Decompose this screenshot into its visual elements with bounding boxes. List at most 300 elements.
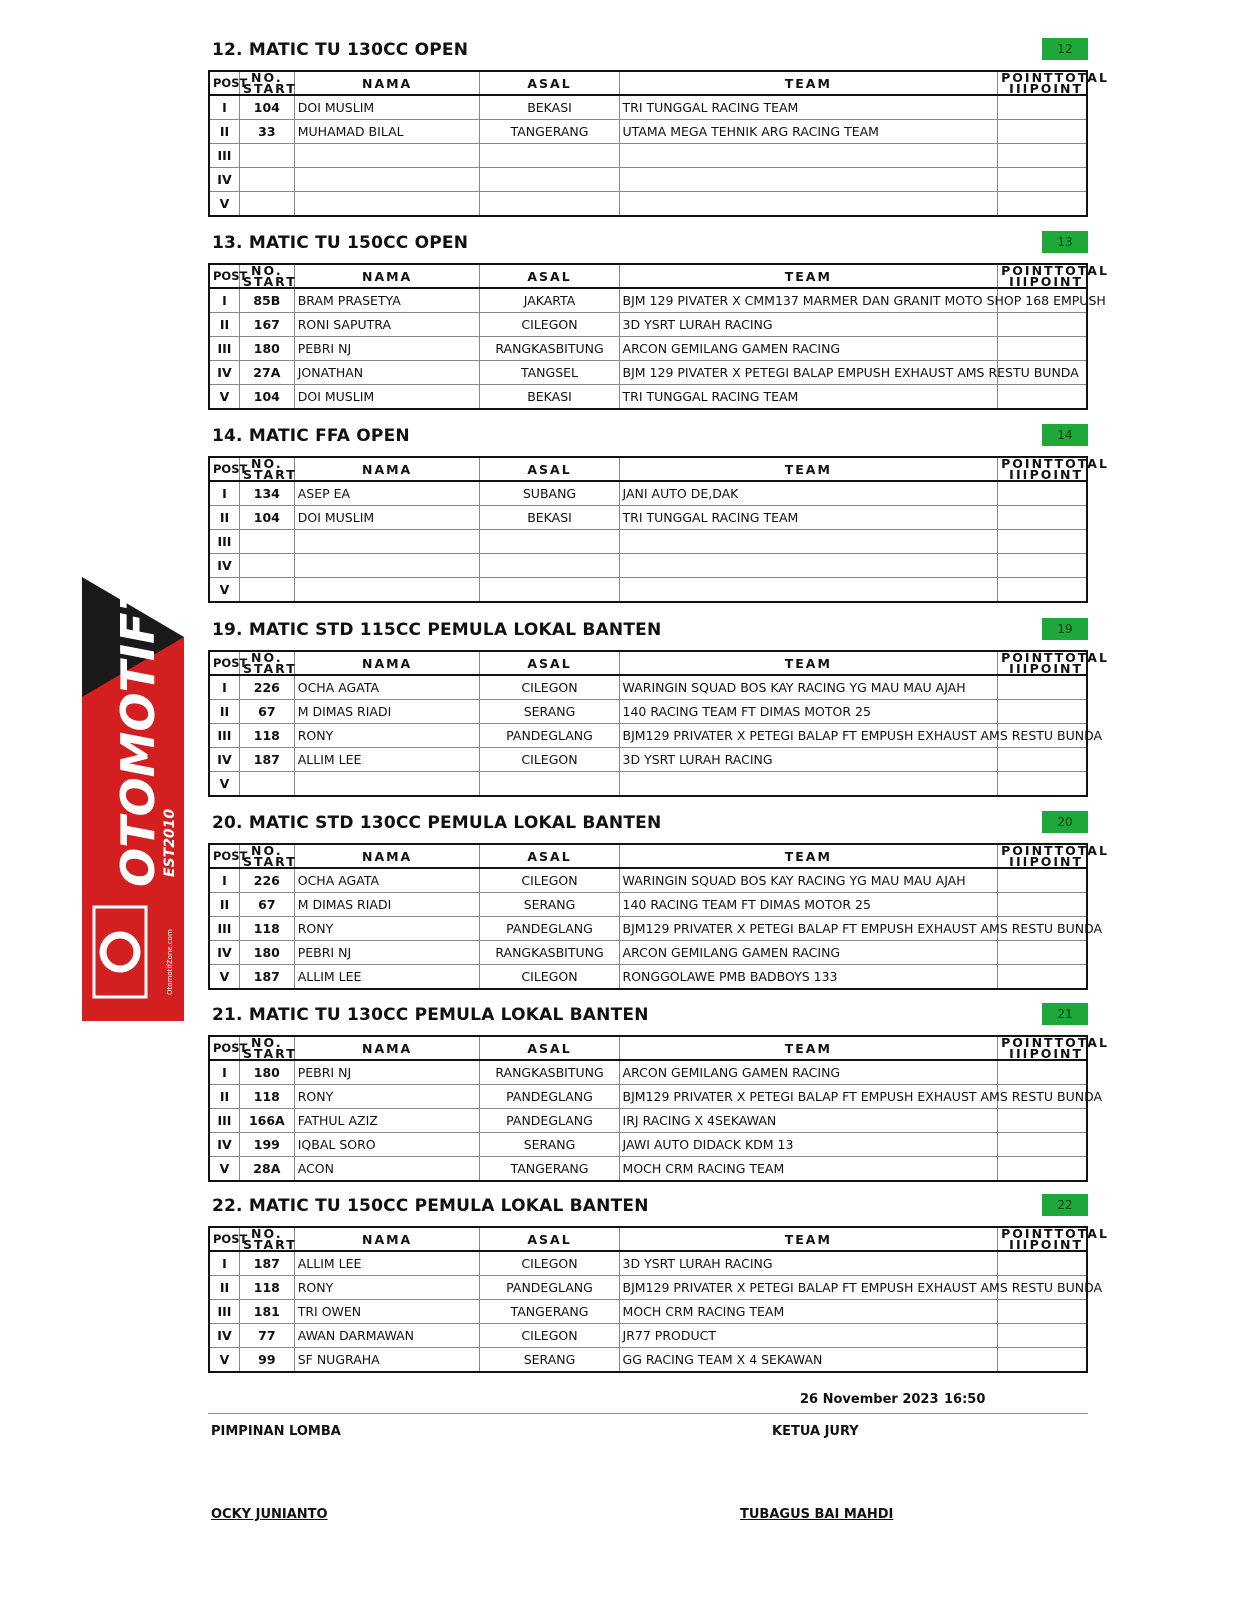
cell-point	[998, 675, 1087, 700]
col-point-top-a: POINT	[1001, 1226, 1055, 1241]
cell-team: TRI TUNGGAL RACING TEAM	[619, 506, 998, 530]
cell-pos: IV	[209, 748, 239, 772]
cell-no-start: 187	[239, 965, 294, 990]
col-point-bot-a: I	[1009, 467, 1016, 482]
cell-no-start: 77	[239, 1324, 294, 1348]
cell-team	[619, 578, 998, 603]
col-point	[998, 650, 1109, 676]
cell-no-start: 226	[239, 675, 294, 700]
table-row	[209, 1109, 1087, 1133]
table-row	[209, 772, 1087, 797]
cell-pos: III	[209, 144, 239, 168]
cell-team: IRJ RACING X 4SEKAWAN	[619, 1109, 998, 1133]
col-point-bot-b: II	[1016, 274, 1030, 289]
cell-asal: PANDEGLANG	[480, 1109, 619, 1133]
race-section	[208, 36, 1109, 217]
cell-nama	[294, 144, 480, 168]
table-row	[209, 1276, 1087, 1300]
cell-team: TRI TUNGGAL RACING TEAM	[619, 385, 998, 410]
cell-no-start: 118	[239, 917, 294, 941]
table-row	[209, 385, 1087, 410]
col-no-start	[239, 263, 297, 289]
cell-point	[998, 192, 1087, 217]
cell-pos: II	[209, 313, 239, 337]
table-row	[209, 481, 1087, 506]
col-point	[998, 1035, 1109, 1061]
results-table	[208, 843, 1109, 990]
cell-nama: DOI MUSLIM	[294, 385, 480, 410]
cell-nama: MUHAMAD BILAL	[294, 120, 480, 144]
col-no-top: NO.	[251, 843, 283, 858]
cell-asal: SERANG	[480, 1133, 619, 1157]
cell-asal: SERANG	[480, 700, 619, 724]
cell-nama: IQBAL SORO	[294, 1133, 480, 1157]
cell-nama: PEBRI NJ	[294, 941, 480, 965]
col-point-bot-b: II	[1016, 1046, 1030, 1061]
section-badge: 22	[1042, 1194, 1088, 1216]
cell-team: 3D YSRT LURAH RACING	[619, 313, 998, 337]
results-table	[208, 456, 1109, 603]
col-pos: POST	[209, 71, 239, 95]
cell-asal: SUBANG	[480, 481, 619, 506]
cell-nama	[294, 192, 480, 217]
cell-team: 140 RACING TEAM FT DIMAS MOTOR 25	[619, 700, 998, 724]
col-team: TEAM	[619, 844, 998, 868]
cell-pos: II	[209, 1085, 239, 1109]
cell-point	[998, 1157, 1087, 1182]
cell-asal: PANDEGLANG	[480, 917, 619, 941]
section-header	[208, 422, 1088, 456]
cell-point	[998, 1109, 1087, 1133]
cell-team: UTAMA MEGA TEHNIK ARG RACING TEAM	[619, 120, 998, 144]
otomotifzone-watermark	[82, 334, 184, 1021]
cell-point	[998, 748, 1087, 772]
footer-date: 26 November 2023	[800, 1392, 939, 1407]
table-row	[209, 95, 1087, 120]
cell-team	[619, 144, 998, 168]
col-nama: NAMA	[294, 651, 480, 675]
col-nama: NAMA	[294, 1036, 480, 1060]
col-point	[998, 456, 1109, 482]
cell-asal	[480, 554, 619, 578]
cell-no-start: 67	[239, 893, 294, 917]
col-point-top-a: POINT	[1001, 263, 1055, 278]
col-nama: NAMA	[294, 71, 480, 95]
cell-nama: OCHA AGATA	[294, 675, 480, 700]
col-no-bottom: START	[242, 1237, 297, 1252]
cell-nama: RONY	[294, 1276, 480, 1300]
col-nama: NAMA	[294, 457, 480, 481]
table-row	[209, 120, 1087, 144]
col-no-top: NO.	[251, 1226, 283, 1241]
section-title: 14. MATIC FFA OPEN	[212, 426, 410, 446]
col-no-start	[239, 456, 297, 482]
cell-point	[998, 1300, 1087, 1324]
watermark-brand: OTOMOTIFZONE.COM	[111, 334, 165, 887]
cell-nama: ALLIM LEE	[294, 748, 480, 772]
cell-nama	[294, 554, 480, 578]
cell-pos: V	[209, 1348, 239, 1373]
col-no-top: NO.	[251, 456, 283, 471]
col-pos: POST	[209, 844, 239, 868]
col-point-top-b: TOTAL	[1054, 70, 1109, 85]
col-point-top-a: POINT	[1001, 843, 1055, 858]
cell-pos: I	[209, 1251, 239, 1276]
col-asal: ASAL	[480, 1036, 619, 1060]
col-no-top: NO.	[251, 263, 283, 278]
col-no-bottom: START	[242, 1046, 297, 1061]
cell-no-start: 118	[239, 1276, 294, 1300]
cell-nama: PEBRI NJ	[294, 337, 480, 361]
section-badge: 20	[1042, 811, 1088, 833]
cell-pos: III	[209, 1300, 239, 1324]
col-pos: POST	[209, 457, 239, 481]
section-badge: 19	[1042, 618, 1088, 640]
cell-pos: IV	[209, 361, 239, 385]
col-asal: ASAL	[480, 457, 619, 481]
cell-asal: RANGKASBITUNG	[480, 941, 619, 965]
table-row	[209, 506, 1087, 530]
col-point-top-b: TOTAL	[1054, 1226, 1109, 1241]
col-no-top: NO.	[251, 1035, 283, 1050]
col-point-bot-b: II	[1016, 1237, 1030, 1252]
cell-no-start: 118	[239, 1085, 294, 1109]
cell-asal: CILEGON	[480, 675, 619, 700]
footer-time: 16:50	[944, 1392, 986, 1407]
cell-nama: PEBRI NJ	[294, 1060, 480, 1085]
col-point-top-b: TOTAL	[1054, 456, 1109, 471]
cell-pos: I	[209, 1060, 239, 1085]
table-row	[209, 1060, 1087, 1085]
col-point	[998, 843, 1109, 869]
cell-nama: SF NUGRAHA	[294, 1348, 480, 1373]
cell-nama: DOI MUSLIM	[294, 506, 480, 530]
cell-pos: IV	[209, 168, 239, 192]
section-badge: 12	[1042, 38, 1088, 60]
cell-team: BJM129 PRIVATER X PETEGI BALAP FT EMPUSH EXHAUST AMS RESTU BUNDA	[619, 1276, 998, 1300]
cell-team: TRI TUNGGAL RACING TEAM	[619, 95, 998, 120]
col-team: TEAM	[619, 457, 998, 481]
cell-asal	[480, 192, 619, 217]
cell-pos: III	[209, 1109, 239, 1133]
cell-asal: CILEGON	[480, 868, 619, 893]
cell-no-start: 104	[239, 95, 294, 120]
cell-no-start: 180	[239, 337, 294, 361]
cell-point	[998, 893, 1087, 917]
cell-point	[998, 95, 1087, 120]
cell-nama: M DIMAS RIADI	[294, 700, 480, 724]
cell-no-start: 181	[239, 1300, 294, 1324]
col-point-bot-c: POINT	[1029, 1046, 1083, 1061]
col-pos: POST	[209, 1036, 239, 1060]
col-asal: ASAL	[480, 1227, 619, 1251]
cell-asal: PANDEGLANG	[480, 1276, 619, 1300]
race-section	[208, 1192, 1109, 1373]
cell-point	[998, 530, 1087, 554]
cell-asal: TANGERANG	[480, 1300, 619, 1324]
cell-team: 3D YSRT LURAH RACING	[619, 1251, 998, 1276]
cell-no-start: 104	[239, 385, 294, 410]
table-row	[209, 144, 1087, 168]
col-point-bot-a: I	[1009, 1046, 1016, 1061]
cell-pos: V	[209, 965, 239, 990]
cell-nama: M DIMAS RIADI	[294, 893, 480, 917]
cell-no-start: 134	[239, 481, 294, 506]
table-row	[209, 700, 1087, 724]
cell-point	[998, 1060, 1087, 1085]
cell-point	[998, 313, 1087, 337]
cell-pos: V	[209, 1157, 239, 1182]
cell-asal: RANGKASBITUNG	[480, 1060, 619, 1085]
table-row	[209, 1251, 1087, 1276]
section-header	[208, 1001, 1088, 1035]
cell-asal: TANGERANG	[480, 1157, 619, 1182]
col-no-top: NO.	[251, 70, 283, 85]
table-row	[209, 868, 1087, 893]
col-team: TEAM	[619, 1036, 998, 1060]
cell-asal: TANGERANG	[480, 120, 619, 144]
section-header	[208, 36, 1088, 70]
cell-no-start: 167	[239, 313, 294, 337]
race-section	[208, 422, 1109, 603]
cell-nama: JONATHAN	[294, 361, 480, 385]
cell-pos: II	[209, 506, 239, 530]
cell-point	[998, 506, 1087, 530]
section-badge: 13	[1042, 231, 1088, 253]
col-no-start	[239, 1035, 297, 1061]
table-row	[209, 1085, 1087, 1109]
cell-team: MOCH CRM RACING TEAM	[619, 1157, 998, 1182]
cell-nama: BRAM PRASETYA	[294, 288, 480, 313]
col-point-bot-a: I	[1009, 854, 1016, 869]
col-point-bot-c: POINT	[1029, 274, 1083, 289]
cell-pos: IV	[209, 941, 239, 965]
cell-team: BJM129 PRIVATER X PETEGI BALAP FT EMPUSH EXHAUST AMS RESTU BUNDA	[619, 917, 998, 941]
col-nama: NAMA	[294, 844, 480, 868]
col-no-bottom: START	[242, 467, 297, 482]
results-table	[208, 263, 1109, 410]
col-team: TEAM	[619, 651, 998, 675]
cell-point	[998, 144, 1087, 168]
cell-point	[998, 120, 1087, 144]
cell-asal: TANGSEL	[480, 361, 619, 385]
cell-pos: II	[209, 893, 239, 917]
cell-team	[619, 530, 998, 554]
col-point-bot-a: I	[1009, 274, 1016, 289]
left-signatory-role: PIMPINAN LOMBA	[211, 1424, 341, 1439]
race-section	[208, 809, 1109, 990]
col-point	[998, 1226, 1109, 1252]
table-row	[209, 965, 1087, 990]
cell-team: JANI AUTO DE,DAK	[619, 481, 998, 506]
table-row	[209, 168, 1087, 192]
section-header	[208, 809, 1088, 843]
cell-no-start	[239, 168, 294, 192]
cell-point	[998, 1133, 1087, 1157]
results-table	[208, 70, 1109, 217]
cell-nama: ALLIM LEE	[294, 1251, 480, 1276]
left-signatory-name: OCKY JUNIANTO	[211, 1507, 328, 1522]
table-header-row	[209, 264, 1087, 288]
col-point-top-b: TOTAL	[1054, 1035, 1109, 1050]
cell-pos: V	[209, 192, 239, 217]
col-point-bot-a: I	[1009, 1237, 1016, 1252]
right-signatory-name: TUBAGUS BAI MAHDI	[740, 1507, 894, 1522]
col-team: TEAM	[619, 264, 998, 288]
section-badge: 14	[1042, 424, 1088, 446]
cell-no-start: 166A	[239, 1109, 294, 1133]
cell-no-start: 118	[239, 724, 294, 748]
col-pos: POST	[209, 264, 239, 288]
right-signatory-role: KETUA JURY	[772, 1424, 859, 1439]
col-point-top-a: POINT	[1001, 1035, 1055, 1050]
cell-team	[619, 168, 998, 192]
cell-pos: I	[209, 288, 239, 313]
cell-no-start: 67	[239, 700, 294, 724]
cell-no-start	[239, 554, 294, 578]
cell-nama	[294, 772, 480, 797]
col-team: TEAM	[619, 1227, 998, 1251]
cell-asal: CILEGON	[480, 1324, 619, 1348]
cell-pos: I	[209, 675, 239, 700]
race-section	[208, 616, 1109, 797]
results-table	[208, 1035, 1109, 1182]
results-table	[208, 1226, 1109, 1373]
table-row	[209, 893, 1087, 917]
cell-nama: ASEP EA	[294, 481, 480, 506]
col-no-bottom: START	[242, 661, 297, 676]
cell-asal	[480, 530, 619, 554]
col-point-bot-a: I	[1009, 81, 1016, 96]
col-point	[998, 70, 1109, 96]
col-point-top-a: POINT	[1001, 456, 1055, 471]
table-row	[209, 337, 1087, 361]
col-no-start	[239, 1226, 297, 1252]
cell-no-start: 199	[239, 1133, 294, 1157]
cell-asal: JAKARTA	[480, 288, 619, 313]
table-row	[209, 1300, 1087, 1324]
cell-asal: CILEGON	[480, 1251, 619, 1276]
table-row	[209, 917, 1087, 941]
table-row	[209, 554, 1087, 578]
cell-team: ARCON GEMILANG GAMEN RACING	[619, 941, 998, 965]
col-point-bot-c: POINT	[1029, 467, 1083, 482]
cell-point	[998, 385, 1087, 410]
table-row	[209, 361, 1087, 385]
cell-asal	[480, 772, 619, 797]
col-point-top-a: POINT	[1001, 70, 1055, 85]
cell-team: GG RACING TEAM X 4 SEKAWAN	[619, 1348, 998, 1373]
table-row	[209, 1348, 1087, 1373]
table-row	[209, 1157, 1087, 1182]
cell-team	[619, 772, 998, 797]
footer-divider	[208, 1413, 1088, 1414]
cell-asal: BEKASI	[480, 506, 619, 530]
col-point-bot-b: II	[1016, 661, 1030, 676]
table-row	[209, 941, 1087, 965]
table-row	[209, 530, 1087, 554]
cell-point	[998, 578, 1087, 603]
cell-team: BJM129 PRIVATER X PETEGI BALAP FT EMPUSH EXHAUST AMS RESTU BUNDA	[619, 1085, 998, 1109]
cell-team	[619, 554, 998, 578]
table-row	[209, 724, 1087, 748]
section-badge: 21	[1042, 1003, 1088, 1025]
col-no-bottom: START	[242, 274, 297, 289]
cell-asal	[480, 168, 619, 192]
section-title: 19. MATIC STD 115CC PEMULA LOKAL BANTEN	[212, 620, 662, 640]
section-title: 21. MATIC TU 130CC PEMULA LOKAL BANTEN	[212, 1005, 649, 1025]
cell-asal: CILEGON	[480, 965, 619, 990]
cell-pos: I	[209, 868, 239, 893]
cell-no-start: 28A	[239, 1157, 294, 1182]
cell-nama: ALLIM LEE	[294, 965, 480, 990]
col-no-start	[239, 70, 297, 96]
col-no-bottom: START	[242, 81, 297, 96]
cell-asal	[480, 578, 619, 603]
cell-pos: III	[209, 917, 239, 941]
cell-pos: I	[209, 95, 239, 120]
cell-no-start	[239, 144, 294, 168]
cell-no-start: 33	[239, 120, 294, 144]
cell-team: BJM 129 PIVATER X PETEGI BALAP EMPUSH EXHAUST AMS RESTU BUNDA	[619, 361, 998, 385]
col-asal: ASAL	[480, 264, 619, 288]
cell-asal: PANDEGLANG	[480, 724, 619, 748]
cell-nama	[294, 530, 480, 554]
cell-asal: PANDEGLANG	[480, 1085, 619, 1109]
cell-team: JAWI AUTO DIDACK KDM 13	[619, 1133, 998, 1157]
col-point-bot-a: I	[1009, 661, 1016, 676]
cell-no-start: 226	[239, 868, 294, 893]
cell-point	[998, 1348, 1087, 1373]
cell-no-start: 187	[239, 1251, 294, 1276]
col-asal: ASAL	[480, 844, 619, 868]
section-title: 22. MATIC TU 150CC PEMULA LOKAL BANTEN	[212, 1196, 649, 1216]
cell-team: ARCON GEMILANG GAMEN RACING	[619, 1060, 998, 1085]
cell-point	[998, 965, 1087, 990]
cell-no-start	[239, 772, 294, 797]
col-point-bot-b: II	[1016, 854, 1030, 869]
section-header	[208, 229, 1088, 263]
table-header-row	[209, 71, 1087, 95]
cell-point	[998, 772, 1087, 797]
table-row	[209, 1324, 1087, 1348]
cell-nama	[294, 168, 480, 192]
col-point-bot-c: POINT	[1029, 1237, 1083, 1252]
cell-no-start: 180	[239, 1060, 294, 1085]
cell-team: 140 RACING TEAM FT DIMAS MOTOR 25	[619, 893, 998, 917]
cell-no-start: 85B	[239, 288, 294, 313]
cell-pos: V	[209, 578, 239, 603]
cell-nama: RONY	[294, 1085, 480, 1109]
cell-no-start	[239, 530, 294, 554]
cell-team: WARINGIN SQUAD BOS KAY RACING YG MAU MAU AJAH	[619, 868, 998, 893]
cell-pos: III	[209, 530, 239, 554]
cell-point	[998, 168, 1087, 192]
table-header-row	[209, 457, 1087, 481]
cell-pos: I	[209, 481, 239, 506]
cell-pos: IV	[209, 554, 239, 578]
cell-asal: RANGKASBITUNG	[480, 337, 619, 361]
table-header-row	[209, 651, 1087, 675]
cell-no-start	[239, 192, 294, 217]
cell-asal: CILEGON	[480, 748, 619, 772]
cell-team: BJM129 PRIVATER X PETEGI BALAP FT EMPUSH EXHAUST AMS RESTU BUNDA	[619, 724, 998, 748]
watermark-small-text: OtomotifZone.com	[166, 929, 174, 995]
cell-asal: BEKASI	[480, 95, 619, 120]
col-no-start	[239, 843, 297, 869]
cell-team: BJM 129 PIVATER X CMM137 MARMER DAN GRANIT MOTO SHOP 168 EMPUSH	[619, 288, 998, 313]
table-header-row	[209, 1227, 1087, 1251]
